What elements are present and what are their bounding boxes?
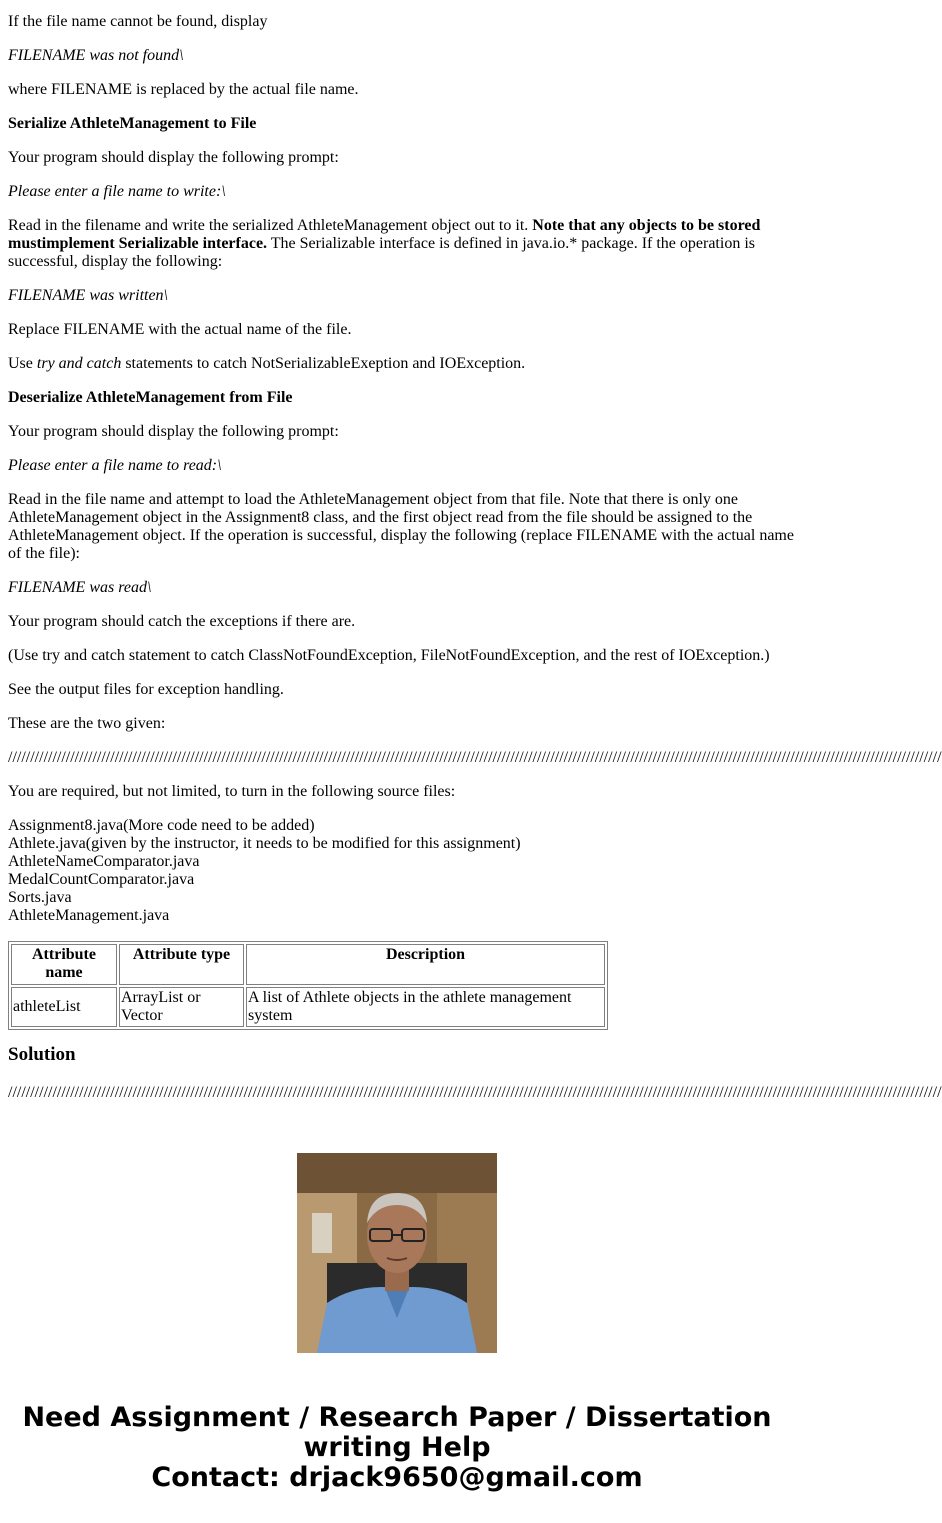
serialize-para-end: The Serializable interface is defined in java.io.* package. If the operation is successful, display the following: bbox=[8, 235, 755, 270]
use-try-catch bbox=[8, 355, 794, 373]
file-item: AthleteManagement.java bbox=[8, 907, 170, 924]
see-output-note: See the output files for exception handling. bbox=[8, 681, 284, 698]
catch-detail: (Use try and catch statement to catch ClassNotFoundException, FileNotFoundException, and the rest of IOException.) bbox=[8, 647, 770, 664]
deserialize-paragraph: Read in the file name and attempt to load the AthleteManagement object from that file. Note that there is only one AthleteManagement object in the Assignment8 class, and the first object read from the file should be assigned to the AthleteManagement object. If the operation is successful, display the following (replace FILENAME with the actual name of the file): bbox=[8, 491, 794, 562]
column-header: Description bbox=[246, 944, 605, 985]
serialize-para-start: Read in the filename and write the serialized AthleteManagement object out to it. bbox=[8, 217, 533, 234]
use-italic: try and catch bbox=[36, 355, 122, 372]
serialize-prompt: Please enter a file name to write:\ bbox=[8, 183, 226, 200]
promo-line: writing Help bbox=[303, 1432, 491, 1463]
read-message: FILENAME was read\ bbox=[8, 579, 152, 596]
solution-heading: Solution bbox=[8, 1044, 76, 1065]
deserialize-heading: Deserialize AthleteManagement from File bbox=[8, 389, 293, 406]
written-message: FILENAME was written\ bbox=[8, 287, 168, 304]
table-cell: ArrayList or Vector bbox=[119, 987, 244, 1027]
replace-note: Replace FILENAME with the actual name of the file. bbox=[8, 321, 352, 338]
separator-line: ////////////////////////////////////////////////////////////////////////////////////////////////////////////////////////////////////////////////////////////////////////////////////////////////////////////////// bbox=[8, 1084, 942, 1101]
promo-line: Need Assignment / Research Paper / Dissertation bbox=[22, 1402, 772, 1433]
promo-banner bbox=[0, 1403, 794, 1493]
column-header: Attribute type bbox=[119, 944, 244, 985]
author-photo bbox=[297, 1153, 497, 1353]
not-found-note: where FILENAME is replaced by the actual file name. bbox=[8, 81, 359, 98]
files-list bbox=[8, 817, 794, 925]
not-found-message: FILENAME was not found\ bbox=[8, 47, 184, 64]
catch-note: Your program should catch the exceptions if there are. bbox=[8, 613, 356, 630]
serialize-prompt-intro: Your program should display the following prompt: bbox=[8, 149, 339, 166]
table-header-row bbox=[11, 944, 605, 985]
file-item: MedalCountComparator.java bbox=[8, 871, 195, 888]
table-row bbox=[11, 987, 605, 1027]
file-item: AthleteNameComparator.java bbox=[8, 853, 200, 870]
table-cell: athleteList bbox=[11, 987, 117, 1027]
two-given-note: These are the two given: bbox=[8, 715, 166, 732]
file-item: Sorts.java bbox=[8, 889, 72, 906]
column-header: Attribute name bbox=[11, 944, 117, 985]
attribute-table bbox=[8, 941, 608, 1030]
serialize-heading: Serialize AthleteManagement to File bbox=[8, 115, 257, 132]
deserialize-prompt: Please enter a file name to read:\ bbox=[8, 457, 222, 474]
document-body bbox=[8, 13, 942, 1118]
table-cell: A list of Athlete objects in the athlete management system bbox=[246, 987, 605, 1027]
separator-line: ////////////////////////////////////////////////////////////////////////////////////////////////////////////////////////////////////////////////////////////////////////////////////////////////////////////////// bbox=[8, 749, 942, 766]
deserialize-prompt-intro: Your program should display the following prompt: bbox=[8, 423, 339, 440]
use-end: statements to catch NotSerializableExeption and IOException. bbox=[121, 355, 526, 372]
use-start: Use bbox=[8, 355, 37, 372]
serialize-paragraph bbox=[8, 217, 794, 271]
promo-contact: Contact: drjack9650@gmail.com bbox=[151, 1462, 643, 1493]
file-item: Assignment8.java(More code need to be added) bbox=[8, 817, 315, 834]
files-intro: You are required, but not limited, to turn in the following source files: bbox=[8, 783, 456, 800]
serialize-para-bold: Note that any objects to be stored mustimplement Serializable interface. bbox=[8, 217, 761, 252]
file-item: Athlete.java(given by the instructor, it needs to be modified for this assignment) bbox=[8, 835, 521, 852]
not-found-prompt: If the file name cannot be found, display bbox=[8, 13, 268, 30]
